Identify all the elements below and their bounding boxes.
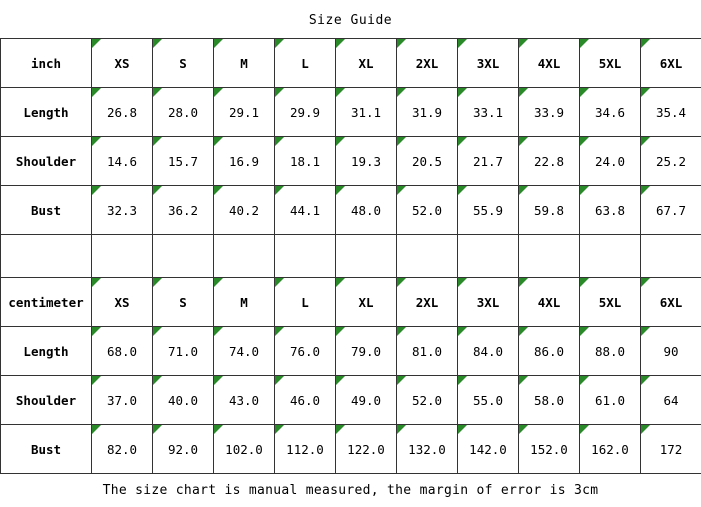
size-header-6xl-cm: 6XL xyxy=(641,278,701,327)
cell-shoulder-inch-6xl: 25.2 xyxy=(641,137,701,186)
row-label-shoulder-inch: Shoulder xyxy=(1,137,92,186)
size-header-l-cm: L xyxy=(275,278,336,327)
row-label-bust-cm: Bust xyxy=(1,425,92,474)
spacer-cell xyxy=(580,235,641,278)
row-label-shoulder-cm: Shoulder xyxy=(1,376,92,425)
cell-shoulder-cm-s: 40.0 xyxy=(153,376,214,425)
cell-shoulder-inch-s: 15.7 xyxy=(153,137,214,186)
table-row-header-centimeter xyxy=(1,278,701,327)
cell-shoulder-inch-m: 16.9 xyxy=(214,137,275,186)
cell-bust-cm-xs: 82.0 xyxy=(92,425,153,474)
size-header-2xl-inch: 2XL xyxy=(397,39,458,88)
table-row xyxy=(1,137,701,186)
cell-bust-cm-2xl: 132.0 xyxy=(397,425,458,474)
unit-label-inch: inch xyxy=(1,39,92,88)
cell-shoulder-inch-xl: 19.3 xyxy=(336,137,397,186)
cell-length-inch-6xl: 35.4 xyxy=(641,88,701,137)
cell-bust-cm-m: 102.0 xyxy=(214,425,275,474)
cell-bust-cm-5xl: 162.0 xyxy=(580,425,641,474)
cell-length-cm-5xl: 88.0 xyxy=(580,327,641,376)
size-header-5xl-cm: 5XL xyxy=(580,278,641,327)
cell-shoulder-inch-4xl: 22.8 xyxy=(519,137,580,186)
unit-label-centimeter: centimeter xyxy=(1,278,92,327)
size-header-3xl-cm: 3XL xyxy=(458,278,519,327)
cell-length-cm-6xl: 90 xyxy=(641,327,701,376)
cell-shoulder-inch-5xl: 24.0 xyxy=(580,137,641,186)
cell-bust-inch-2xl: 52.0 xyxy=(397,186,458,235)
size-header-xl-inch: XL xyxy=(336,39,397,88)
cell-shoulder-cm-xs: 37.0 xyxy=(92,376,153,425)
row-label-length-cm: Length xyxy=(1,327,92,376)
size-header-l-inch: L xyxy=(275,39,336,88)
size-header-s-cm: S xyxy=(153,278,214,327)
spacer-cell xyxy=(153,235,214,278)
cell-bust-inch-xs: 32.3 xyxy=(92,186,153,235)
cell-length-cm-2xl: 81.0 xyxy=(397,327,458,376)
table-row-header-inch xyxy=(1,39,701,88)
cell-bust-cm-xl: 122.0 xyxy=(336,425,397,474)
cell-shoulder-inch-l: 18.1 xyxy=(275,137,336,186)
measurement-disclaimer: The size chart is manual measured, the margin of error is 3cm xyxy=(102,483,599,498)
cell-shoulder-cm-4xl: 58.0 xyxy=(519,376,580,425)
spacer-cell xyxy=(275,235,336,278)
cell-bust-inch-5xl: 63.8 xyxy=(580,186,641,235)
spacer-cell xyxy=(458,235,519,278)
table-row-spacer xyxy=(1,235,701,278)
cell-length-inch-xs: 26.8 xyxy=(92,88,153,137)
spacer-cell xyxy=(519,235,580,278)
cell-shoulder-inch-3xl: 21.7 xyxy=(458,137,519,186)
cell-length-inch-l: 29.9 xyxy=(275,88,336,137)
cell-bust-inch-6xl: 67.7 xyxy=(641,186,701,235)
spacer-cell xyxy=(1,235,92,278)
cell-length-inch-3xl: 33.1 xyxy=(458,88,519,137)
cell-bust-inch-s: 36.2 xyxy=(153,186,214,235)
cell-length-cm-4xl: 86.0 xyxy=(519,327,580,376)
size-header-2xl-cm: 2XL xyxy=(397,278,458,327)
cell-length-inch-xl: 31.1 xyxy=(336,88,397,137)
cell-length-inch-4xl: 33.9 xyxy=(519,88,580,137)
spacer-cell xyxy=(214,235,275,278)
size-header-3xl-inch: 3XL xyxy=(458,39,519,88)
size-header-m-cm: M xyxy=(214,278,275,327)
cell-length-inch-5xl: 34.6 xyxy=(580,88,641,137)
cell-length-cm-l: 76.0 xyxy=(275,327,336,376)
size-header-4xl-inch: 4XL xyxy=(519,39,580,88)
cell-length-inch-s: 28.0 xyxy=(153,88,214,137)
cell-length-inch-m: 29.1 xyxy=(214,88,275,137)
cell-bust-cm-l: 112.0 xyxy=(275,425,336,474)
size-chart-table xyxy=(0,38,701,474)
size-header-5xl-inch: 5XL xyxy=(580,39,641,88)
cell-shoulder-cm-6xl: 64 xyxy=(641,376,701,425)
page-title: Size Guide xyxy=(308,13,393,28)
size-header-xs-cm: XS xyxy=(92,278,153,327)
cell-shoulder-cm-3xl: 55.0 xyxy=(458,376,519,425)
cell-shoulder-cm-5xl: 61.0 xyxy=(580,376,641,425)
cell-bust-cm-s: 92.0 xyxy=(153,425,214,474)
cell-length-cm-m: 74.0 xyxy=(214,327,275,376)
cell-length-cm-xl: 79.0 xyxy=(336,327,397,376)
spacer-cell xyxy=(92,235,153,278)
size-header-m-inch: M xyxy=(214,39,275,88)
cell-bust-inch-m: 40.2 xyxy=(214,186,275,235)
cell-bust-cm-3xl: 142.0 xyxy=(458,425,519,474)
spacer-cell xyxy=(641,235,701,278)
table-row xyxy=(1,376,701,425)
cell-bust-inch-4xl: 59.8 xyxy=(519,186,580,235)
table-row xyxy=(1,88,701,137)
cell-length-inch-2xl: 31.9 xyxy=(397,88,458,137)
cell-bust-cm-6xl: 172 xyxy=(641,425,701,474)
spacer-cell xyxy=(336,235,397,278)
row-label-length-inch: Length xyxy=(1,88,92,137)
size-header-xs-inch: XS xyxy=(92,39,153,88)
cell-bust-inch-3xl: 55.9 xyxy=(458,186,519,235)
cell-length-cm-xs: 68.0 xyxy=(92,327,153,376)
cell-shoulder-cm-xl: 49.0 xyxy=(336,376,397,425)
cell-shoulder-cm-2xl: 52.0 xyxy=(397,376,458,425)
table-row xyxy=(1,327,701,376)
size-header-4xl-cm: 4XL xyxy=(519,278,580,327)
spacer-cell xyxy=(397,235,458,278)
cell-shoulder-inch-2xl: 20.5 xyxy=(397,137,458,186)
row-label-bust-inch: Bust xyxy=(1,186,92,235)
size-header-xl-cm: XL xyxy=(336,278,397,327)
cell-shoulder-cm-l: 46.0 xyxy=(275,376,336,425)
cell-length-cm-3xl: 84.0 xyxy=(458,327,519,376)
cell-shoulder-cm-m: 43.0 xyxy=(214,376,275,425)
cell-bust-cm-4xl: 152.0 xyxy=(519,425,580,474)
cell-bust-inch-xl: 48.0 xyxy=(336,186,397,235)
size-header-6xl-inch: 6XL xyxy=(641,39,701,88)
table-row xyxy=(1,186,701,235)
cell-length-cm-s: 71.0 xyxy=(153,327,214,376)
cell-shoulder-inch-xs: 14.6 xyxy=(92,137,153,186)
table-row xyxy=(1,425,701,474)
size-header-s-inch: S xyxy=(153,39,214,88)
cell-bust-inch-l: 44.1 xyxy=(275,186,336,235)
